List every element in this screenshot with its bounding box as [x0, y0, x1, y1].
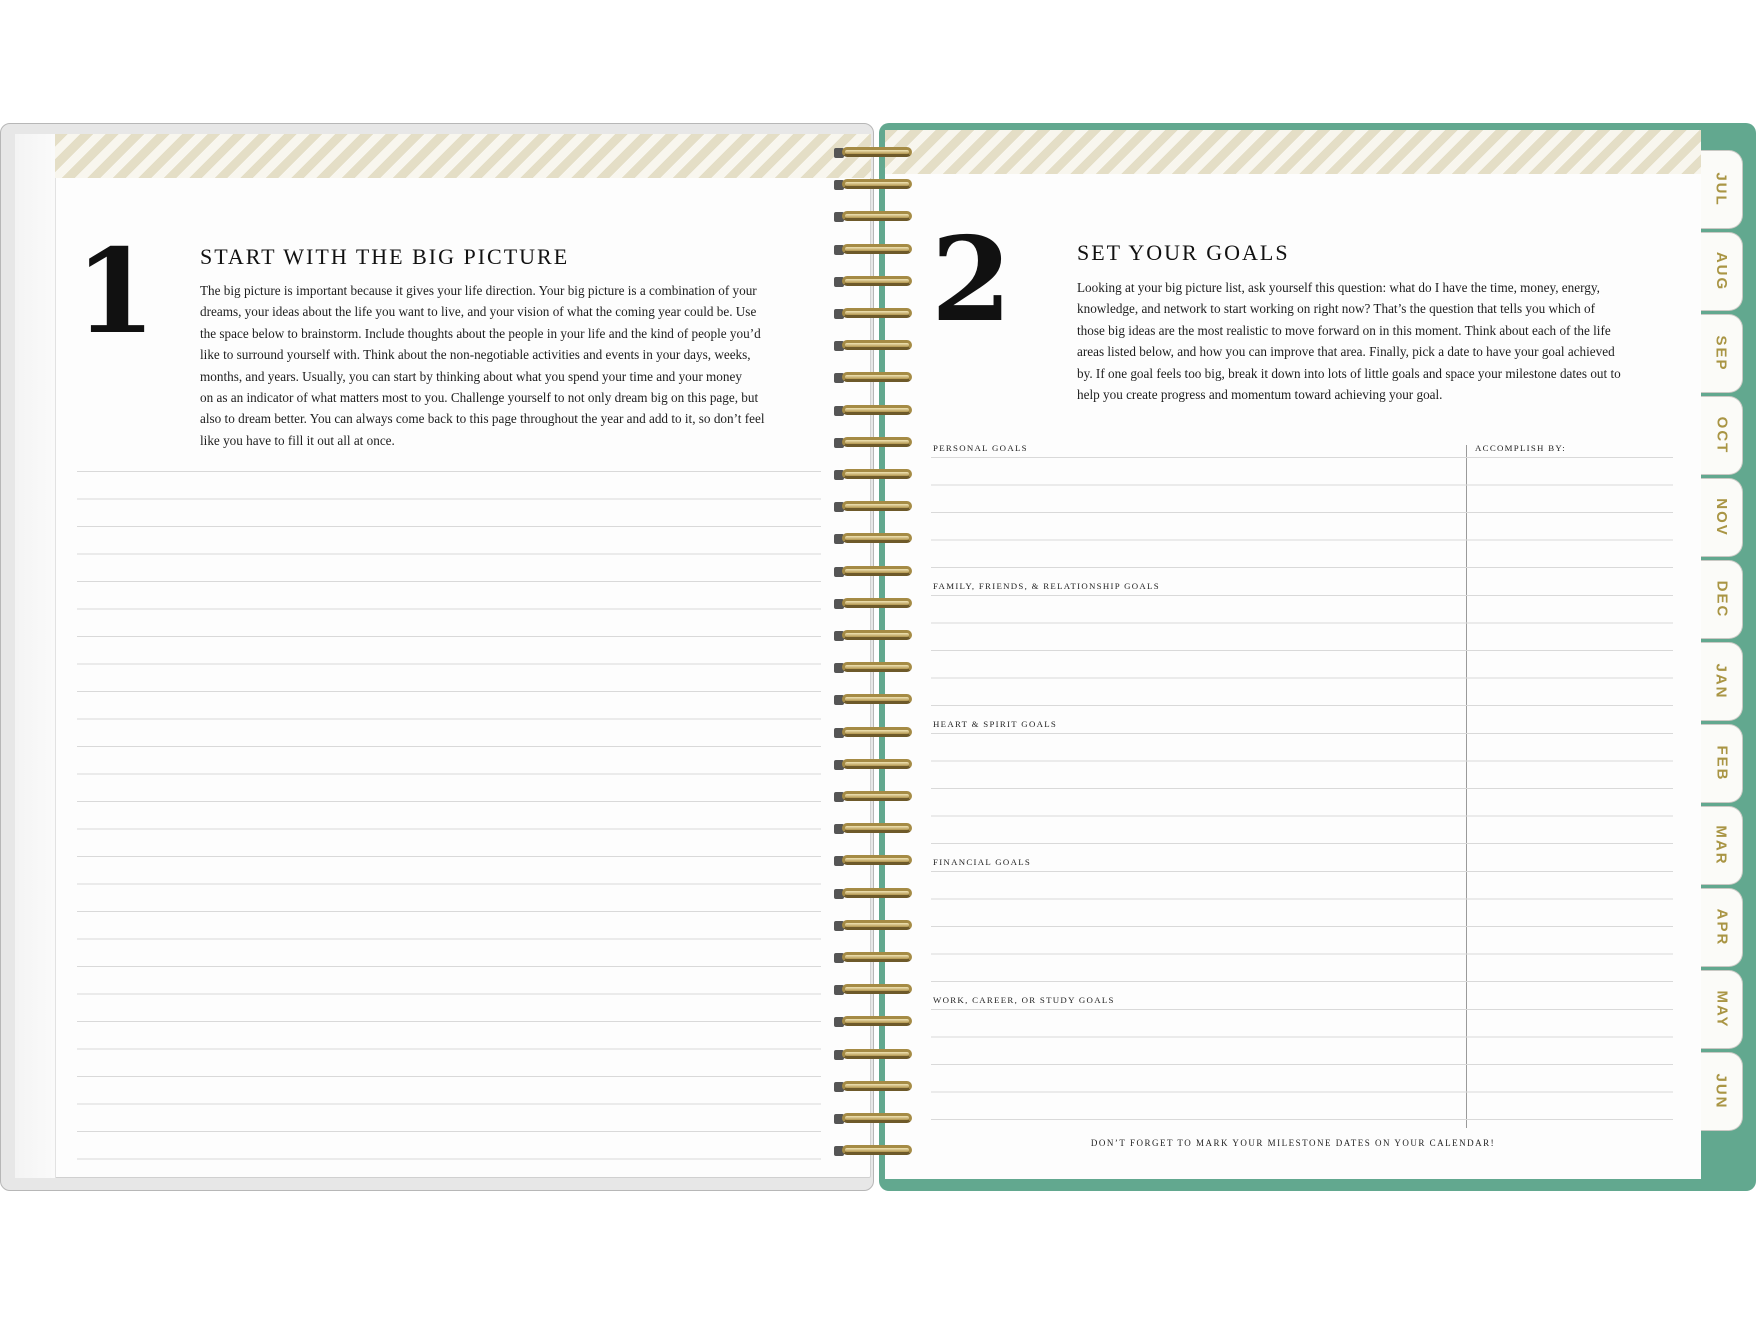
- tab-label: JAN: [1712, 663, 1730, 700]
- tab-dec[interactable]: [1701, 560, 1743, 639]
- tab-label: NOV: [1712, 498, 1730, 537]
- accomplish-by-label: ACCOMPLISH BY:: [1475, 443, 1566, 453]
- spiral-coil: [832, 435, 914, 453]
- spiral-coil: [832, 145, 914, 163]
- set-goals-intro: [1077, 277, 1621, 405]
- spiral-coil: [832, 725, 914, 743]
- coil-ring: [842, 888, 912, 898]
- spiral-coil: [832, 274, 914, 292]
- spiral-coil: [832, 467, 914, 485]
- intro-line: areas listed below, and how you can improve that area. Finally, pick a date to have your goal achieved: [1077, 344, 1615, 360]
- intro-line: The big picture is important because it gives your life direction. Your big picture is a combination of your: [200, 283, 757, 298]
- relationship-goals-lines[interactable]: [931, 595, 1673, 706]
- right-page: [885, 130, 1701, 1179]
- coil-ring: [842, 1049, 912, 1059]
- spiral-coil: [832, 853, 914, 871]
- coil-ring: [842, 1113, 912, 1123]
- tab-jun[interactable]: [1701, 1052, 1743, 1131]
- coil-ring: [842, 759, 912, 769]
- coil-ring: [842, 630, 912, 640]
- intro-line: Looking at your big picture list, ask yourself this question: what do I have the time, money, energy,: [1077, 280, 1600, 295]
- spiral-coil: [832, 564, 914, 582]
- tab-label: AUG: [1713, 251, 1730, 292]
- spiral-coil: [832, 918, 914, 936]
- financial-goals-lines[interactable]: [931, 871, 1673, 982]
- tab-label: OCT: [1712, 416, 1730, 455]
- coil-ring: [842, 244, 912, 254]
- spiral-coil: [832, 692, 914, 710]
- spiral-coil: [832, 596, 914, 614]
- big-picture-heading: START WITH THE BIG PICTURE: [200, 244, 570, 269]
- coil-ring: [842, 308, 912, 318]
- coil-ring: [842, 823, 912, 833]
- tab-mar[interactable]: [1701, 806, 1743, 885]
- spiral-coil: [832, 306, 914, 324]
- coil-ring: [842, 855, 912, 865]
- tab-label: APR: [1712, 908, 1730, 947]
- spiral-coil: [832, 821, 914, 839]
- intro-line: like you have to fill it out all at once.: [200, 432, 395, 448]
- work-goals-lines[interactable]: [931, 1009, 1673, 1130]
- header-stripe: [55, 134, 871, 178]
- spiral-coil: [832, 499, 914, 517]
- month-tabs: [1701, 150, 1749, 1165]
- intro-line: knowledge, and network to start working on right now? That’s the question that tells you which of: [1077, 301, 1596, 317]
- relationship-goals-label: FAMILY, FRIENDS, & RELATIONSHIP GOALS: [933, 581, 1160, 591]
- intro-line: like to surround yourself with. Think about the non-negotiable activities and events in your days, weeks,: [200, 347, 751, 363]
- intro-line: dreams, your ideas about the life you want to live, and your vision of what the coming year could be. Use: [200, 304, 757, 320]
- header-stripe: [885, 130, 1701, 174]
- spiral-coil: [832, 757, 914, 775]
- big-picture-intro: [200, 280, 764, 451]
- tab-label: FEB: [1713, 745, 1730, 782]
- intro-line: months, and years. Usually, you can start by thinking about what you spend your time and your money: [200, 368, 742, 384]
- page-edge: [15, 134, 56, 1178]
- spiral-coil: [832, 370, 914, 388]
- tab-label: MAR: [1712, 825, 1730, 866]
- tab-oct[interactable]: [1701, 396, 1743, 475]
- spiral-coil: [832, 177, 914, 195]
- spiral-coil: [832, 531, 914, 549]
- coil-ring: [842, 437, 912, 447]
- spiral-coil: [832, 242, 914, 260]
- tab-jan[interactable]: [1701, 642, 1743, 721]
- spiral-coil: [832, 628, 914, 646]
- milestone-reminder: DON’T FORGET TO MARK YOUR MILESTONE DATES ON YOUR CALENDAR!: [1090, 1138, 1496, 1148]
- left-cover: [0, 123, 874, 1191]
- intro-line: also to dream better. You can always come back to this page throughout the year and add to it, so don’t feel: [200, 411, 765, 427]
- intro-line: by. If one goal feels too big, break it down into lots of little goals and space your milestone dates out to: [1077, 365, 1621, 381]
- coil-ring: [842, 1145, 912, 1155]
- spiral-coil: [832, 660, 914, 678]
- coil-ring: [842, 1081, 912, 1091]
- tab-label: JUL: [1713, 172, 1730, 207]
- coil-ring: [842, 405, 912, 415]
- spiral-coil: [832, 789, 914, 807]
- coil-ring: [842, 276, 912, 286]
- set-goals-heading: SET YOUR GOALS: [1077, 240, 1290, 265]
- tab-label: DEC: [1712, 580, 1730, 619]
- coil-ring: [842, 566, 912, 576]
- financial-goals-label: FINANCIAL GOALS: [933, 857, 1032, 867]
- coil-ring: [842, 372, 912, 382]
- heart-spirit-goals-lines[interactable]: [931, 733, 1673, 844]
- work-goals-label: WORK, CAREER, OR STUDY GOALS: [933, 995, 1115, 1005]
- coil-ring: [842, 1016, 912, 1026]
- intro-line: the space below to brainstorm. Include thoughts about the people in your life and the kind of people you’d: [200, 325, 761, 341]
- tab-label: MAY: [1713, 990, 1730, 1029]
- spiral-coil: [832, 403, 914, 421]
- spiral-binding: [832, 145, 914, 1170]
- coil-ring: [842, 211, 912, 221]
- coil-ring: [842, 147, 912, 157]
- coil-ring: [842, 920, 912, 930]
- step-number-1: 1: [75, 224, 156, 360]
- tab-aug[interactable]: [1701, 232, 1743, 311]
- coil-ring: [842, 727, 912, 737]
- spiral-coil: [832, 209, 914, 227]
- coil-ring: [842, 662, 912, 672]
- intro-line: those big ideas are the most realistic to move forward on in this moment. Think about each of the life: [1077, 322, 1611, 338]
- personal-goals-label: PERSONAL GOALS: [933, 443, 1028, 453]
- step-number-2: 2: [931, 212, 1012, 348]
- heart-spirit-goals-label: HEART & SPIRIT GOALS: [933, 719, 1058, 729]
- coil-ring: [842, 469, 912, 479]
- spiral-coil: [832, 1111, 914, 1129]
- brainstorm-lined-area[interactable]: [77, 471, 821, 1168]
- coil-ring: [842, 952, 912, 962]
- tab-jul[interactable]: [1701, 150, 1743, 229]
- tab-sep[interactable]: [1701, 314, 1743, 393]
- spiral-coil: [832, 886, 914, 904]
- spiral-coil: [832, 338, 914, 356]
- coil-ring: [842, 179, 912, 189]
- left-page: [15, 134, 871, 1178]
- spiral-coil: [832, 1014, 914, 1032]
- coil-ring: [842, 694, 912, 704]
- personal-goals-lines[interactable]: [931, 457, 1673, 568]
- coil-ring: [842, 791, 912, 801]
- coil-ring: [842, 340, 912, 350]
- tab-nov[interactable]: [1701, 478, 1743, 557]
- coil-ring: [842, 501, 912, 511]
- coil-ring: [842, 598, 912, 608]
- tab-apr[interactable]: [1701, 888, 1743, 967]
- coil-ring: [842, 533, 912, 543]
- tab-label: JUN: [1712, 1073, 1730, 1110]
- spiral-coil: [832, 950, 914, 968]
- intro-line: help you create progress and momentum toward achieving your goal.: [1077, 387, 1443, 403]
- tab-may[interactable]: [1701, 970, 1743, 1049]
- spiral-coil: [832, 1143, 914, 1161]
- spiral-coil: [832, 1079, 914, 1097]
- intro-line: on as an indicator of what matters most to you. Challenge yourself to not only dream big on this page, but: [200, 390, 759, 406]
- spiral-coil: [832, 1047, 914, 1065]
- tab-feb[interactable]: [1701, 724, 1743, 803]
- tab-label: SEP: [1712, 335, 1730, 372]
- coil-ring: [842, 984, 912, 994]
- spiral-coil: [832, 982, 914, 1000]
